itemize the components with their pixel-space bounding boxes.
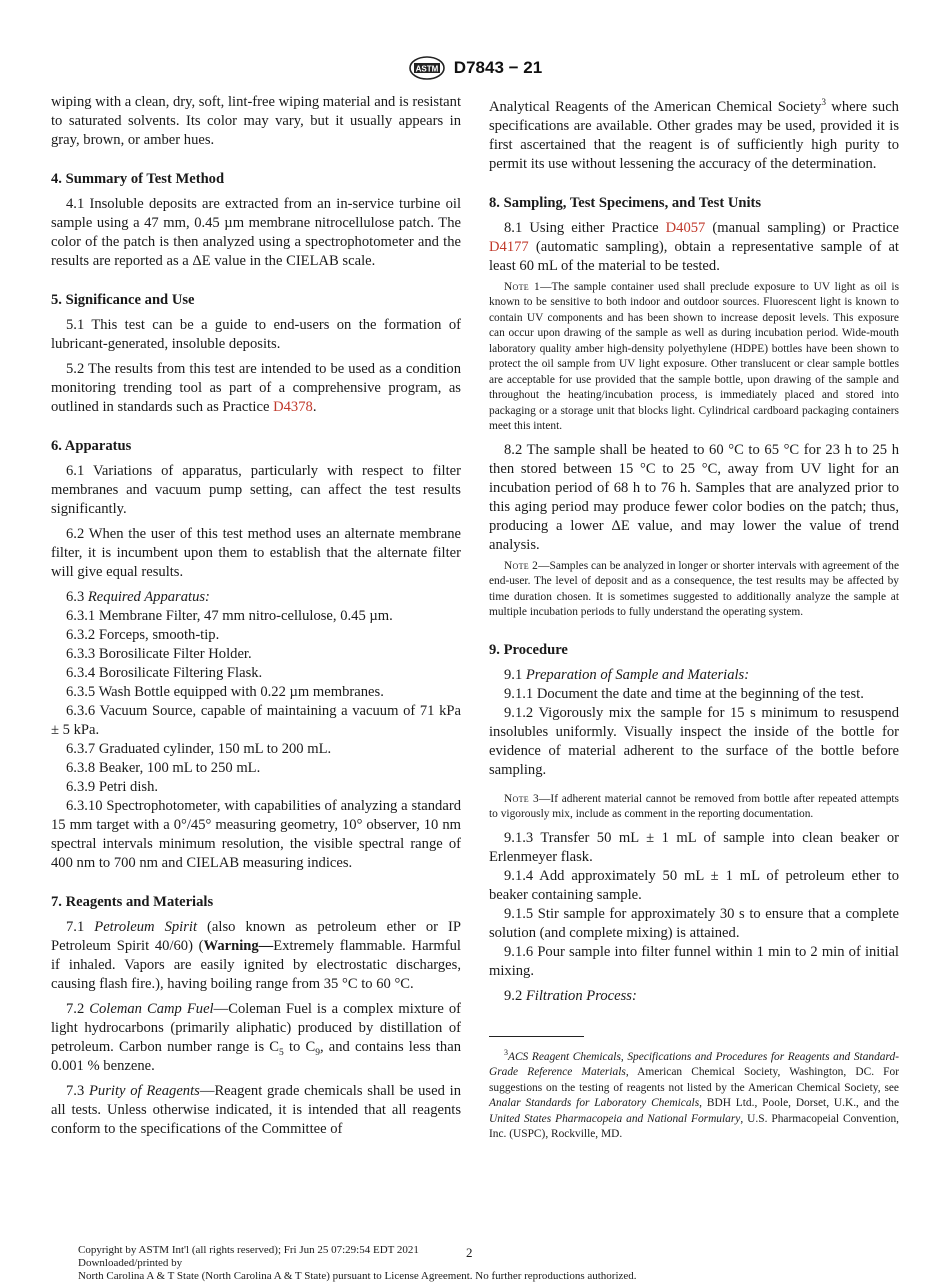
note: Note 1—The sample container used shall preclude exposure to UV light as oil is known to be sensitive to both indoor and outdoor sources. Fluorescent light is known to contain UV components and has been shown to increase deposit levels. This exposure can occur upon drawing of the sample as well as during incubation period. Wide-mouth laboratory quality amber high-density polyethylene (HDPE) bottles have been shown to protect the oil sample from UV light exposure. Other translucent or clear sample bottles are acceptable for use provided that the sample bottle, upon drawing of the sample and throughout the heating/incubation process, is immediately placed and stored into packaging or a storage unit that blocks light. Cylindrical cardboard packaging containers meet this intent. xyxy=(489,280,900,433)
reference-link-d4057[interactable]: D4057 xyxy=(665,219,706,236)
footnote: $^3$ACS Reagent Chemicals, Specifications and Procedures for Reagents and Standard-Grade Reference Materials, American Chemical Society, Washington, DC. For suggestions on the testing of reagents not listed by the American Chemical Society, see Analar Standards for Laboratory Chemicals, BDH Ltd., Poole, Dorset, U.K., and the United States Pharmacopeia and National Formulary, U.S. Pharmacopeial Convention, Inc. (USPC), Rockville, MD. xyxy=(489,1047,900,1141)
right-column xyxy=(489,93,899,1143)
svg-text:ASTM: ASTM xyxy=(415,64,439,74)
paragraph: 9.2 Filtration Process: xyxy=(504,987,637,1004)
reference-link-d4177[interactable]: D4177 xyxy=(489,238,529,255)
paragraph: 9.1.3 Transfer 50 mL ± 1 mL of sample into clean beaker or Erlenmeyer flask. xyxy=(489,829,899,865)
list-item: 6.3.4 Borosilicate Filtering Flask. xyxy=(66,665,263,681)
list-item: 6.3.8 Beaker, 100 mL to 250 mL. xyxy=(66,760,261,776)
list-item: 6.3.3 Borosilicate Filter Holder. xyxy=(66,646,252,662)
paragraph: 6.3 Required Apparatus: xyxy=(66,589,210,605)
footnote-divider xyxy=(489,1036,584,1037)
list-item: 6.3.5 Wash Bottle equipped with 0.22 µm membranes. xyxy=(66,684,384,700)
paragraph: 7.3 Purity of Reagents—Reagent grade chemicals shall be used in all tests. Unless otherwise indicated, it is intended that all reagents conform to the specifications of the Committee of xyxy=(51,1083,461,1137)
list-item: 6.3.1 Membrane Filter, 47 mm nitro-cellulose, 0.45 µm. xyxy=(66,608,393,624)
page-header xyxy=(0,55,950,81)
paragraph: 6.2 When the user of this test method uses an alternate membrane filter, it is incumbent upon them to establish that the alternate filter will give equal results. xyxy=(51,526,461,580)
note: Note 3—If adherent material cannot be removed from bottle after repeated attempts to vigorously mix, include as comment in the reporting documentation. xyxy=(489,792,899,821)
list-item: 6.3.10 Spectrophotometer, with capabilities of analyzing a standard 15 mm target with a 0°/45° measuring geometry, 10° observer, 10 nm spectral intervals minimum resolution, the visible spectral range of 400 nm to 700 nm and CIELAB measuring indices. xyxy=(51,798,461,871)
paragraph: 4.1 Insoluble deposits are extracted from an in-service turbine oil sample using a 47 mm, 0.45 µm membrane nitrocellulose patch. The color of the patch is then analyzed using a spectrophotometer and the results are reported as a ΔE value in the CIELAB scale. xyxy=(51,196,461,269)
list-item: 6.3.7 Graduated cylinder, 150 mL to 200 mL. xyxy=(66,741,332,757)
paragraph: 9.1.5 Stir sample for approximately 30 s to ensure that a complete solution (and complete mixing) is attained. xyxy=(489,905,899,941)
license-line: North Carolina A & T State (North Carolina A & T State) pursuant to License Agreement. No further reproductions authorized. xyxy=(78,1270,637,1282)
section-heading: 8. Sampling, Test Specimens, and Test Units xyxy=(489,194,762,211)
paragraph: wiping with a clean, dry, soft, lint-free wiping material and is resistant to saturated solvents. Its color may vary, but it usually appears in gray, brown, or amber hues. xyxy=(51,94,461,148)
section-heading: 6. Apparatus xyxy=(51,438,132,454)
astm-logo-icon xyxy=(408,55,446,81)
list-item: 6.3.2 Forceps, smooth-tip. xyxy=(66,627,220,643)
paragraph: 9.1.6 Pour sample into filter funnel within 1 min to 2 min of initial mixing. xyxy=(489,943,899,979)
paragraph: 7.2 Coleman Camp Fuel—Coleman Fuel is a complex mixture of light hydrocarbons (primarily aliphatic) produced by distillation of petroleum. Carbon number range is $C_5$ to $C_9$, and contains less than 0.001 % benzene. xyxy=(51,1001,461,1074)
reference-link-d4378[interactable]: D4378 xyxy=(273,399,313,415)
paragraph: Analytical Reagents of the American Chemical Society$^3$ where such specifications are available. Other grades may be used, provided it is first ascertained that the reagent is of sufficiently high purity to permit its use without lessening the accuracy of the determination. xyxy=(489,97,899,172)
document-code: D7843 − 21 xyxy=(453,58,543,77)
paragraph: 9.1 Preparation of Sample and Materials: xyxy=(504,666,750,683)
paragraph: 8.1 Using either Practice D4057 (manual sampling) or Practice D4177 (automatic sampling), obtain a representative sample of at least 60 mL of the material to be tested. xyxy=(489,219,899,274)
page-footer xyxy=(78,1244,878,1283)
download-line: Downloaded/printed by xyxy=(78,1257,183,1269)
section-heading: 9. Procedure xyxy=(489,641,568,658)
list-item: 6.3.9 Petri dish. xyxy=(66,779,159,795)
paragraph: 7.1 Petroleum Spirit (also known as petroleum ether or IP Petroleum Spirit 40/60) (Warning—Extremely flammable. Harmful if inhaled. Vapors are easily ignited by electrostatic discharges, causing flash fire.), having boiling range from 35 °C to 60 °C. xyxy=(51,919,461,992)
note: Note 2—Samples can be analyzed in longer or shorter intervals with agreement of the end-user. The level of deposit and as a consequence, the test results may be affected by time duration chosen. It is sometimes suggested to additionally analyze the sample at multiple incubation periods to fully understand the operating system. xyxy=(489,559,899,619)
paragraph: 9.1.4 Add approximately 50 mL ± 1 mL of petroleum ether to beaker containing sample. xyxy=(489,867,899,903)
section-heading: 5. Significance and Use xyxy=(51,292,195,308)
footnote-ref[interactable]: 3 xyxy=(821,97,826,107)
page-number: 2 xyxy=(466,1245,473,1260)
left-column xyxy=(51,93,461,1139)
paragraph: 9.1.1 Document the date and time at the beginning of the test. xyxy=(504,685,864,702)
paragraph: 5.1 This test can be a guide to end-users on the formation of lubricant-generated, insoluble deposits. xyxy=(51,317,461,352)
copyright-line: Copyright by ASTM Int'l (all rights reserved); Fri Jun 25 07:29:54 EDT 2021 xyxy=(78,1244,419,1256)
paragraph: 6.1 Variations of apparatus, particularly with respect to filter membranes and vacuum pump setting, can affect the test results significantly. xyxy=(51,463,461,517)
section-heading: 7. Reagents and Materials xyxy=(51,894,214,910)
section-heading: 4. Summary of Test Method xyxy=(51,171,225,187)
paragraph: 8.2 The sample shall be heated to 60 °C to 65 °C for 23 h to 25 h then stored between 15 °C to 25 °C, away from UV light for an incubation period of 68 h to 76 h. Samples that are analyzed prior to this aging period may produce fewer color bodies on the patch; thus, producing a lower ΔE value, and may lower the value of trend analysis. xyxy=(489,441,899,553)
paragraph: 5.2 The results from this test are intended to be used as a condition monitoring trending tool as part of a comprehensive program, as outlined in standards such as Practice D4378. xyxy=(51,361,461,415)
list-item: 6.3.6 Vacuum Source, capable of maintaining a vacuum of 71 kPa ± 5 kPa. xyxy=(51,703,461,738)
paragraph: 9.1.2 Vigorously mix the sample for 15 s minimum to resuspend insolubles uniformly. Visually inspect the inside of the bottle for evidence of material adherent to the surface of the bottle before sampling. xyxy=(489,704,899,778)
